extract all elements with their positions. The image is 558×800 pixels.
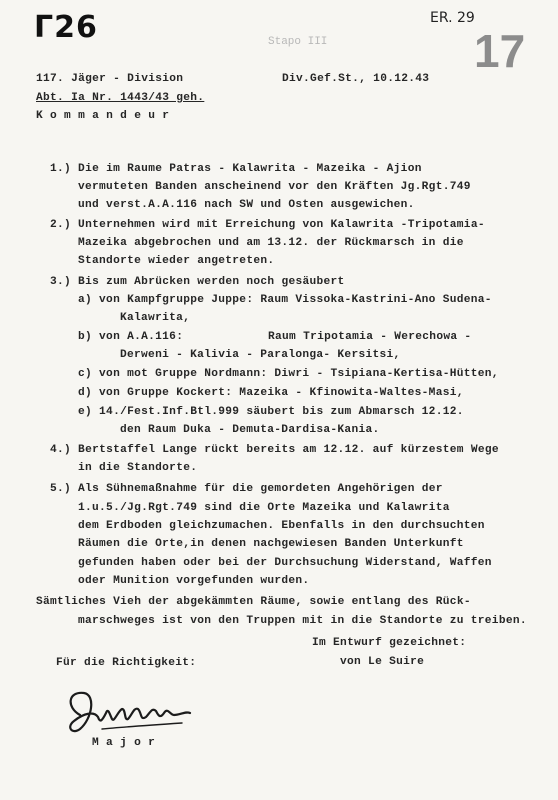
p5-line-4: Räumen die Orte,in denen nachgewiesen Banden Unterkunft: [78, 538, 464, 550]
p3-item-a: a) von Kampfgruppe Juppe: Raum Vissoka-Kastrini-Ano Sudena-: [78, 294, 492, 306]
p2-line-2: Mazeika abgebrochen und am 13.12. der Rückmarsch in die: [78, 237, 464, 249]
rank-label: M a j o r: [92, 737, 156, 749]
p3-item-b: b) von A.A.116:: [78, 331, 184, 343]
p2-line-3: Standorte wieder angetreten.: [78, 255, 275, 267]
p1-line-3: und verst.A.A.116 nach SW und Osten ausgewichen.: [78, 199, 415, 211]
p4-line-2: in die Standorte.: [78, 462, 198, 474]
closing-line-2: marschweges ist von den Truppen mit in die Standorte zu treiben.: [78, 615, 527, 627]
division-name: 117. Jäger - Division: [36, 73, 184, 85]
p5-line-2: 1.u.5./Jg.Rgt.749 sind die Orte Mazeika und Kalawrita: [78, 502, 450, 514]
p5-line-1: 5.) Als Sühnemaßnahme für die gemordeten Angehörigen der: [50, 483, 443, 495]
page-number: 17: [474, 25, 526, 77]
place-date: Div.Gef.St., 10.12.43: [282, 73, 430, 85]
handwritten-signature: [62, 685, 212, 739]
signer-name: von Le Suire: [340, 656, 425, 668]
p3-item-b-area: Raum Tripotamia - Werechowa -: [268, 331, 472, 343]
handwritten-er-note: ER. 29: [430, 10, 475, 26]
p3-item-a-cont: Kalawrita,: [120, 312, 191, 324]
p5-line-5: gefunden haben oder bei der Durchsuchung Widerstand, Waffen: [78, 557, 492, 569]
p2-line-1: 2.) Unternehmen wird mit Erreichung von Kalawrita -Tripotamia-: [50, 219, 485, 231]
faint-stamp: Stapo III: [268, 36, 328, 48]
p3-item-b-cont: Derweni - Kalivia - Paralonga- Kersitsi,: [120, 349, 401, 361]
p5-line-6: oder Munition vorgefunden wurden.: [78, 575, 310, 587]
p1-line-1: 1.) Die im Raume Patras - Kalawrita - Mazeika - Ajion: [50, 163, 422, 175]
archive-reference: Г26: [34, 10, 98, 45]
p4-line-1: 4.) Bertstaffel Lange rückt bereits am 12.12. auf kürzestem Wege: [50, 444, 499, 456]
p3-item-e: e) 14./Fest.Inf.Btl.999 säubert bis zum Abmarsch 12.12.: [78, 406, 464, 418]
certified-label: Für die Richtigkeit:: [56, 657, 197, 669]
draft-note: Im Entwurf gezeichnet:: [312, 637, 467, 649]
office-title: K o m m a n d e u r: [36, 110, 170, 122]
p3-item-d: d) von Gruppe Kockert: Mazeika - Kfinowita-Waltes-Masi,: [78, 387, 464, 399]
closing-line-1: Sämtliches Vieh der abgekämmten Räume, sowie entlang des Rück-: [36, 596, 471, 608]
p5-line-3: dem Erdboden gleichzumachen. Ebenfalls in den durchsuchten: [78, 520, 485, 532]
p3-intro: 3.) Bis zum Abrücken werden noch gesäubert: [50, 276, 345, 288]
department-number: Abt. Ia Nr. 1443/43 geh.: [36, 92, 205, 104]
p3-item-c: c) von mot Gruppe Nordmann: Diwri - Tsipiana-Kertisa-Hütten,: [78, 368, 499, 380]
p1-line-2: vermuteten Banden anscheinend vor den Kräften Jg.Rgt.749: [78, 181, 471, 193]
p3-item-e-cont: den Raum Duka - Demuta-Dardisa-Kania.: [120, 424, 380, 436]
